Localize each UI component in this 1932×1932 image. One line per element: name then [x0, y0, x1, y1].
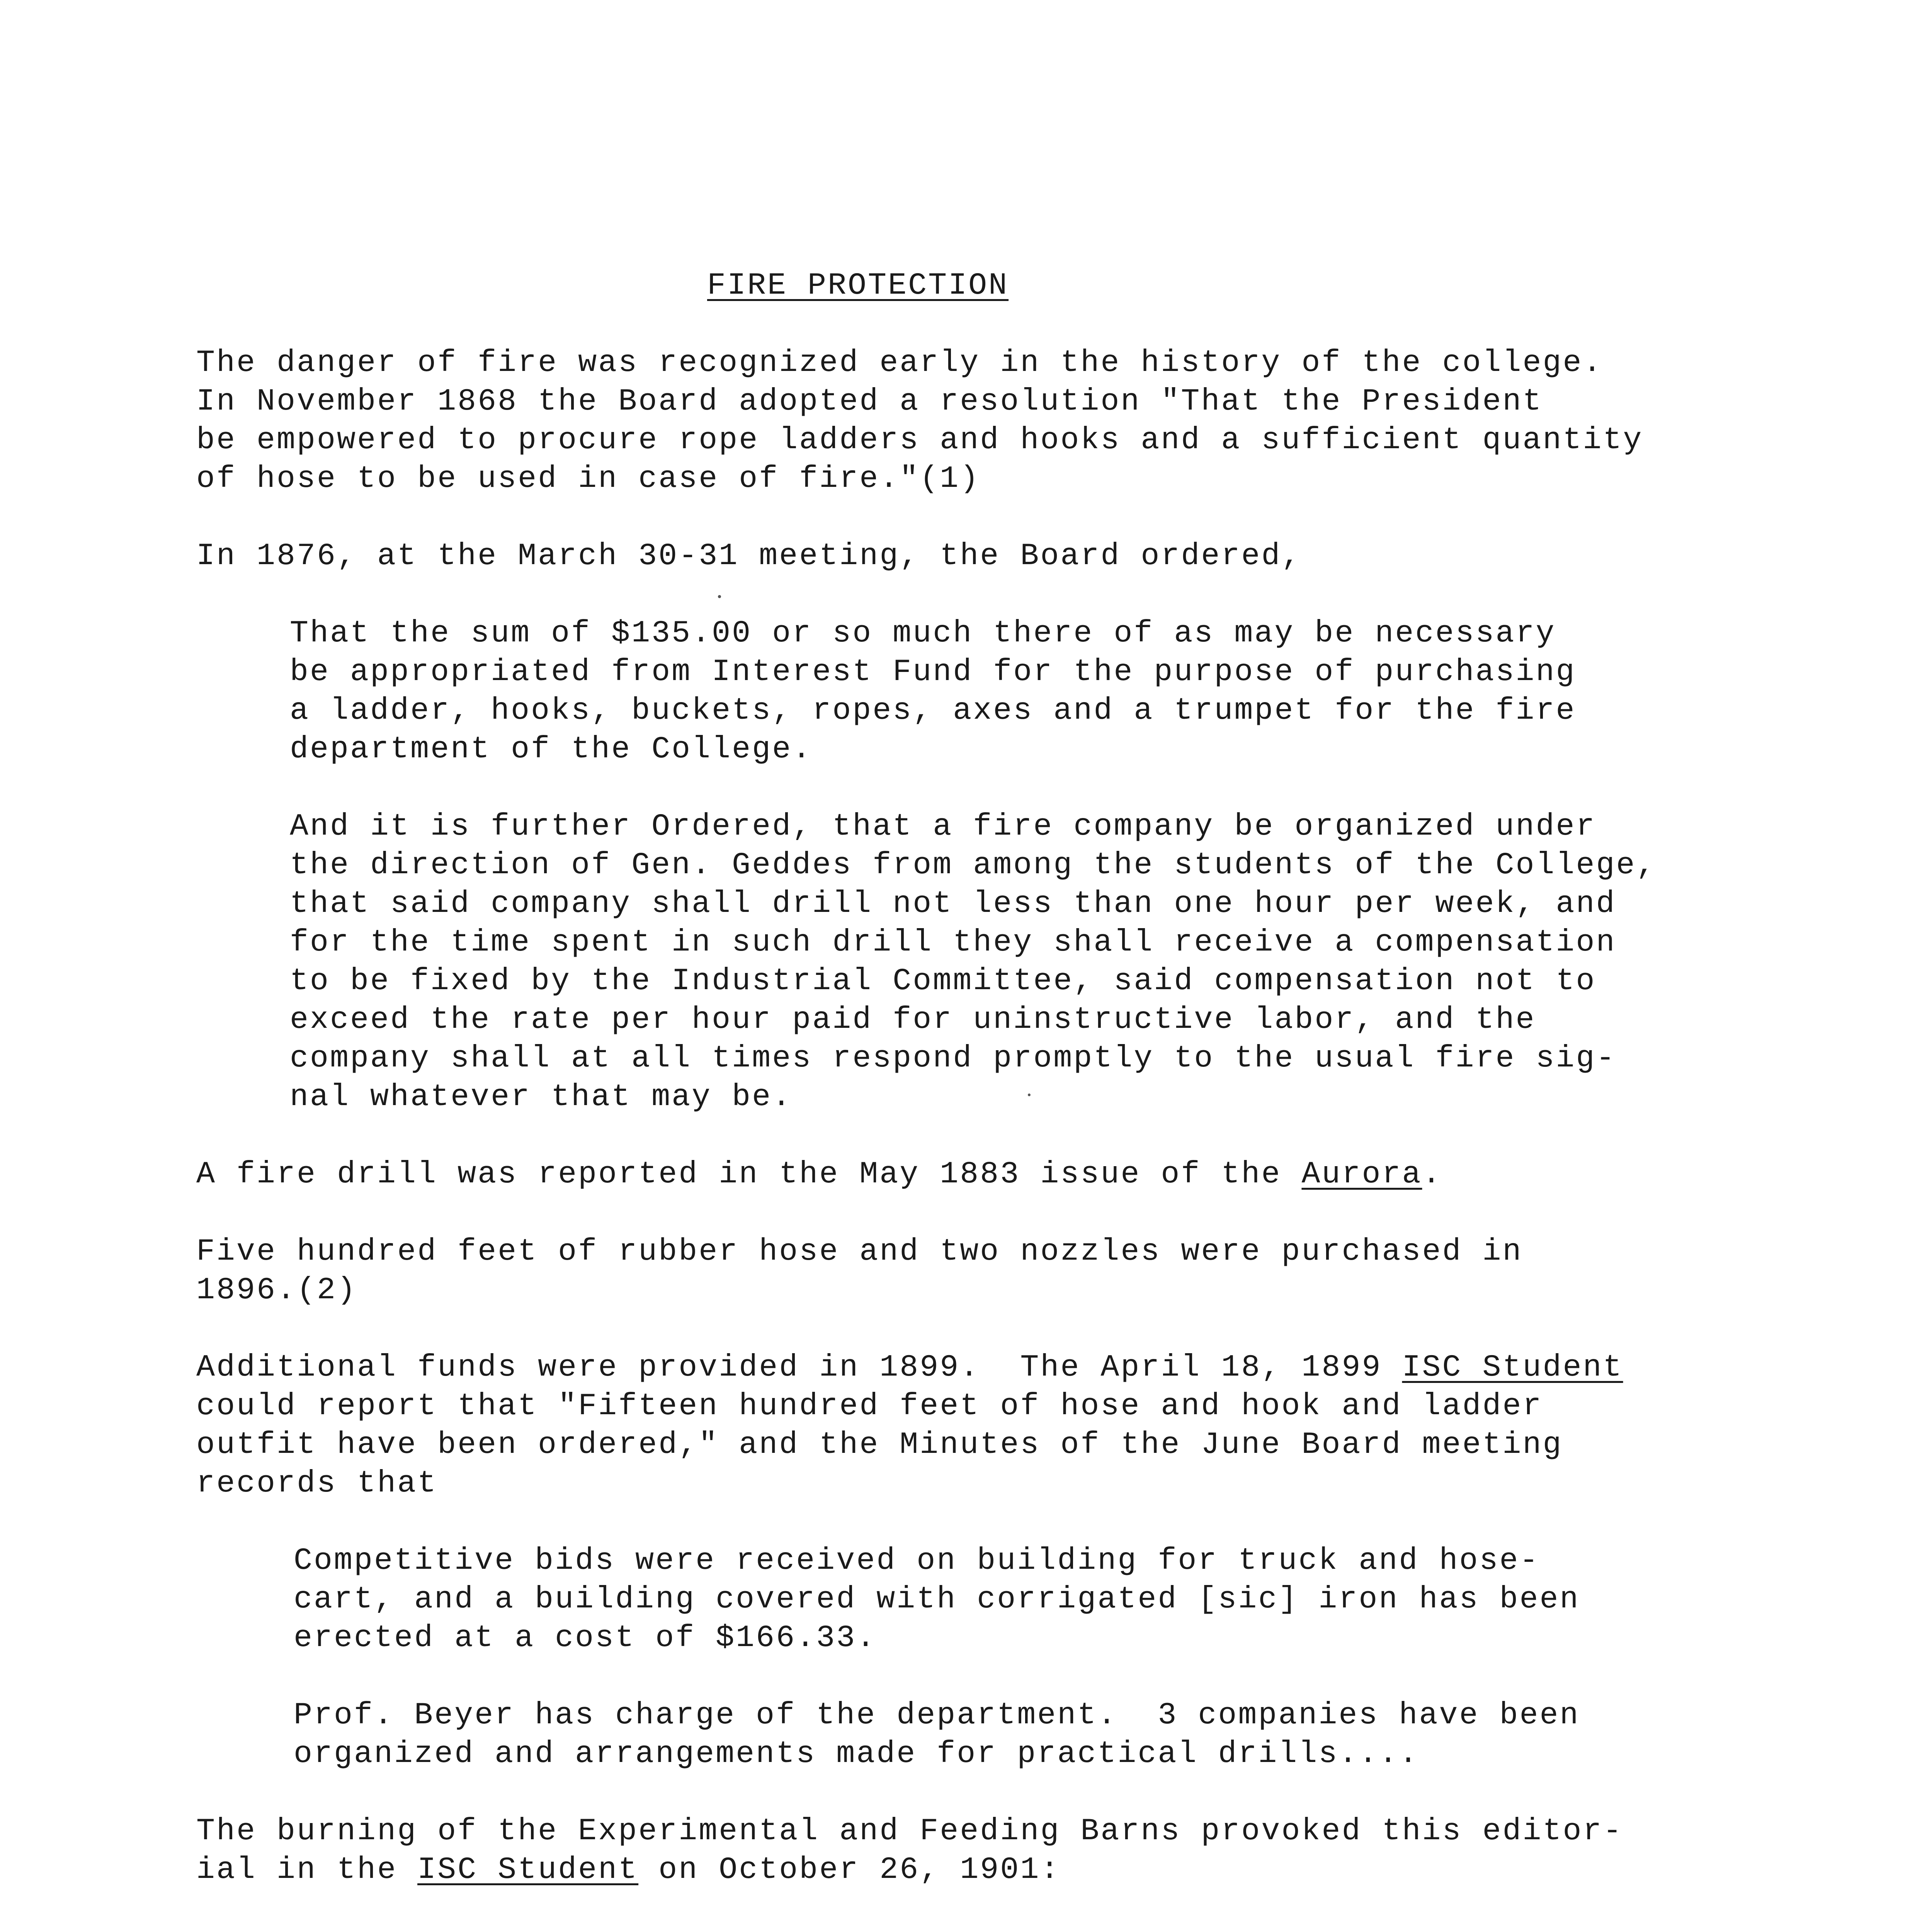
paragraph-6-text: ial in the	[196, 1852, 418, 1888]
paragraph-4-line-1: Five hundred feet of rubber hose and two nozzles were purchased in	[196, 1234, 1523, 1269]
quote-3-line-1: Competitive bids were received on building for truck and hose-	[294, 1543, 1540, 1578]
quote-2-line-7: company shall at all times respond promptly to the usual fire sig-	[290, 1041, 1616, 1076]
quote-2-line-8: nal whatever that may be.	[290, 1080, 793, 1115]
scan-speck	[1028, 1094, 1031, 1096]
paragraph-1-line-1: The danger of fire was recognized early in the history of the college.	[196, 345, 1603, 381]
paragraph-6-line-1: The burning of the Experimental and Feeding Barns provoked this editor-	[196, 1814, 1623, 1849]
isc-student-title-2: ISC Student	[417, 1852, 639, 1888]
paragraph-1-line-4: of hose to be used in case of fire."(1)	[196, 461, 980, 497]
quote-1-line-2: be appropriated from Interest Fund for the purpose of purchasing	[290, 655, 1576, 690]
paragraph-5-line-1	[196, 1349, 1623, 1387]
paragraph-2: In 1876, at the March 30-31 meeting, the Board ordered,	[196, 539, 1302, 574]
quote-2-line-5: to be fixed by the Industrial Committee, said compensation not to	[290, 964, 1596, 999]
quote-2-line-6: exceed the rate per hour paid for uninstructive labor, and the	[290, 1002, 1536, 1037]
aurora-title: Aurora	[1301, 1157, 1422, 1192]
quote-1-line-4: department of the College.	[290, 732, 813, 767]
paragraph-3	[196, 1155, 1442, 1194]
paragraph-3-text: A fire drill was reported in the May 1883 issue of the	[196, 1157, 1302, 1192]
quote-3-line-2: cart, and a building covered with corrigated [sic] iron has been	[294, 1582, 1580, 1617]
paragraph-5-text: Additional funds were provided in 1899. The April 18, 1899	[196, 1350, 1402, 1385]
quote-2-line-4: for the time spent in such drill they shall receive a compensation	[290, 925, 1616, 960]
paragraph-3-end: .	[1422, 1157, 1442, 1192]
quote-4-line-1: Prof. Beyer has charge of the department. 3 companies have been	[294, 1698, 1580, 1733]
paragraph-5-line-3: outfit have been ordered," and the Minutes of the June Board meeting	[196, 1427, 1563, 1463]
paragraph-6-end: on October 26, 1901:	[638, 1852, 1061, 1888]
quote-2-line-3: that said company shall drill not less than one hour per week, and	[290, 886, 1616, 922]
paragraph-5-line-2: could report that "Fifteen hundred feet of hose and hook and ladder	[196, 1389, 1543, 1424]
paragraph-5-line-4: records that	[196, 1466, 438, 1501]
quote-1-line-1: That the sum of $135.00 or so much there of as may be necessary	[290, 616, 1556, 651]
paragraph-1-line-2: In November 1868 the Board adopted a resolution "That the President	[196, 384, 1543, 419]
quote-3-line-3: erected at a cost of $166.33.	[294, 1621, 877, 1656]
page-title: FIRE PROTECTION	[707, 268, 1009, 303]
quote-4-line-2: organized and arrangements made for practical drills....	[294, 1736, 1419, 1772]
scan-speck	[718, 595, 721, 598]
quote-2-line-1: And it is further Ordered, that a fire company be organized under	[290, 809, 1596, 844]
isc-student-title-1: ISC Student	[1402, 1350, 1623, 1385]
quote-2-line-2: the direction of Gen. Geddes from among the students of the College,	[290, 848, 1656, 883]
paragraph-4-line-2: 1896.(2)	[196, 1273, 357, 1308]
paragraph-1-line-3: be empowered to procure rope ladders and hooks and a sufficient quantity	[196, 423, 1643, 458]
quote-1-line-3: a ladder, hooks, buckets, ropes, axes and a trumpet for the fire	[290, 693, 1576, 728]
paragraph-6-line-2	[196, 1851, 1060, 1889]
